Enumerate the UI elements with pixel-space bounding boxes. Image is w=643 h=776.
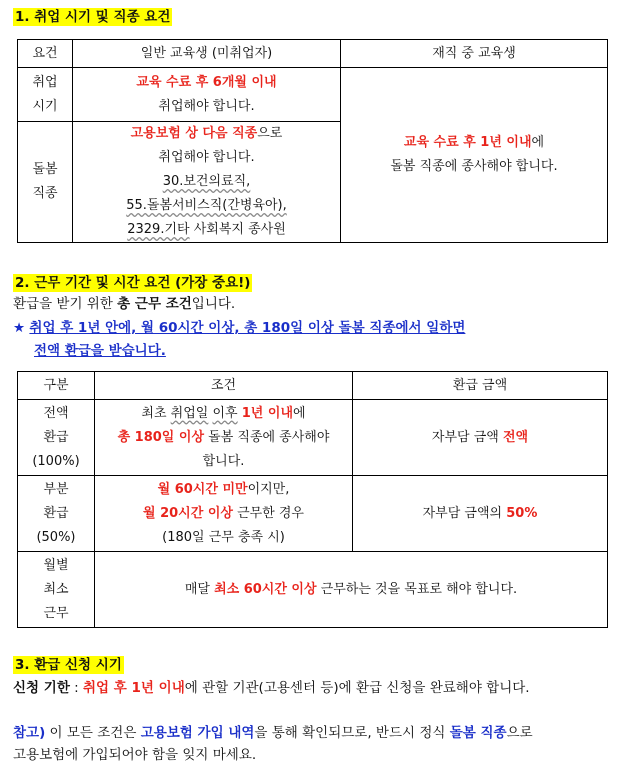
application-deadline: 신청 기한 : 취업 후 1년 이내에 관할 기관(고용센터 등)에 환급 신청을 완료해야 합니다. (13, 680, 530, 696)
section-3-heading (13, 656, 124, 674)
header-requirement: 요건 (18, 40, 73, 68)
cell-full-refund-condition: 최초 취업일 이후 1년 이내에 총 180일 이상 돌봄 직종에 종사해야 합니다. (95, 400, 353, 476)
header-employed-trainee: 재직 중 교육생 (341, 40, 608, 68)
header-condition: 조건 (95, 372, 353, 400)
cell-partial-refund-amount: 자부담 금액의 50% (353, 476, 608, 552)
row-label-full-refund: 전액 환급 (100%) (18, 400, 95, 476)
header-general-trainee: 일반 교육생 (미취업자) (73, 40, 341, 68)
row-label-partial-refund: 부분 환급 (50%) (18, 476, 95, 552)
full-refund-summary-line2: 전액 환급을 받습니다. (34, 343, 166, 359)
section-1-title: 1. 취업 시기 및 직종 요건 (15, 9, 171, 25)
cell-general-occupation: 고용보험 상 다음 직종으로 취업해야 합니다. 30.보건의료직, 55.돌봄서비스직(간병육아), 2329.기타 사회복지 종사원 (73, 122, 341, 243)
row-label-employment-timing: 취업 시기 (18, 68, 73, 122)
star-icon: ★ (13, 320, 26, 336)
cell-full-refund-amount: 자부담 금액 전액 (353, 400, 608, 476)
note-line-2: 고용보험에 가입되어야 함을 잊지 마세요. (13, 747, 257, 763)
section-2-heading (13, 274, 252, 292)
section-1-table (17, 39, 608, 243)
section-2-title: 2. 근무 기간 및 시간 요건 (가장 중요!) (15, 275, 251, 291)
row-label-monthly-minimum: 월별 최소 근무 (18, 552, 95, 628)
full-refund-summary: ★ 취업 후 1년 안에, 월 60시간 이상, 총 180일 이상 돌봄 직종에서 일하면 (13, 320, 466, 336)
section-2-table (17, 371, 608, 628)
cell-partial-refund-condition: 월 60시간 미만이지만, 월 20시간 이상 근무한 경우 (180일 근무 충족 시) (95, 476, 353, 552)
cell-employed-condition: 교육 수료 후 1년 이내에 돌봄 직종에 종사해야 합니다. (341, 68, 608, 243)
row-label-care-occupation: 돌봄 직종 (18, 122, 73, 243)
cell-monthly-minimum: 매달 최소 60시간 이상 근무하는 것을 목표로 해야 합니다. (95, 552, 608, 628)
cell-general-timing: 교육 수료 후 6개월 이내 취업해야 합니다. (73, 68, 341, 122)
header-refund-amount: 환급 금액 (353, 372, 608, 400)
section-1-heading (13, 8, 172, 26)
note-line-1: 참고) 이 모든 조건은 고용보험 가입 내역을 통해 확인되므로, 반드시 정식 돌봄 직종으로 (13, 725, 533, 741)
refund-condition-intro: 환급을 받기 위한 총 근무 조건입니다. (13, 296, 236, 312)
header-type: 구분 (18, 372, 95, 400)
section-3-title: 3. 환급 신청 시기 (15, 657, 122, 673)
